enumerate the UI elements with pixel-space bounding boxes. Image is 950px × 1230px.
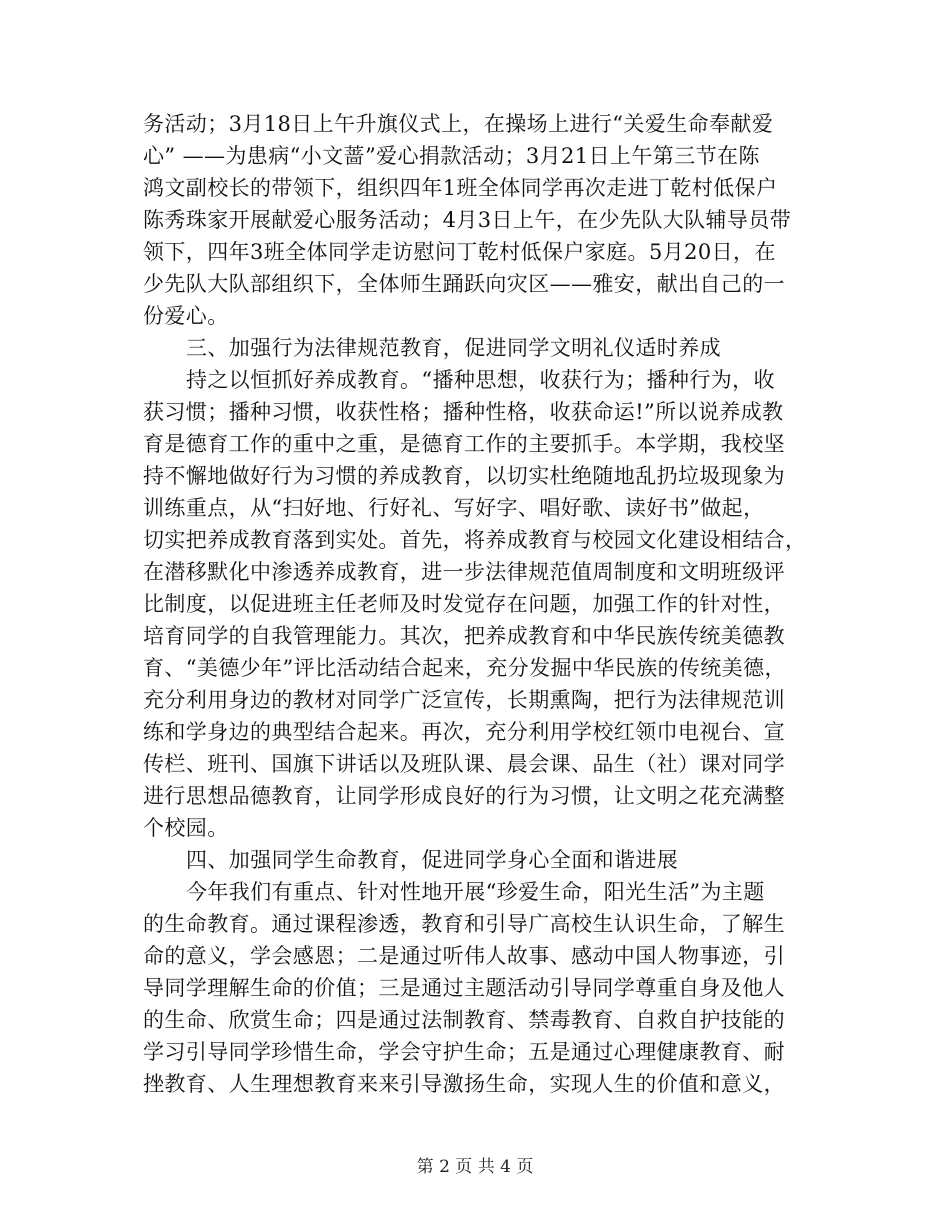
body-text-line: 学习引导同学珍惜生命，学会守护生命；五是通过心理健康教育、耐 xyxy=(143,1040,785,1064)
body-text-line: 育、“美德少年”评比活动结合起来，充分发掘中华民族的传统美德， xyxy=(143,656,786,680)
body-text-line: 领下，四年3班全体同学走访慰问丁乾村低保户家庭。5月20日，在 xyxy=(143,240,776,264)
page-number-footer: 第 2 页 共 4 页 xyxy=(416,1157,534,1177)
body-text-line: 充分利用身边的教材对同学广泛宣传，长期熏陶，把行为法律规范训 xyxy=(143,688,785,712)
section-heading: 三、加强行为法律规范教育，促进同学文明礼仪适时养成 xyxy=(186,336,721,360)
paragraph-first-line: 今年我们有重点、针对性地开展“珍爱生命，阳光生活”为主题 xyxy=(186,880,765,904)
body-text-line: 务活动；3月18日上午升旗仪式上，在操场上进行“关爱生命奉献爱 xyxy=(143,112,774,136)
body-text-line: 命的意义，学会感恩；二是通过听伟人故事、感动中国人物事迹，引 xyxy=(143,944,785,968)
body-text-line: 获习惯；播种习惯，收获性格；播种性格，收获命运!”所以说养成教 xyxy=(143,400,784,424)
body-text-line: 练和学身边的典型结合起来。再次，充分利用学校红领巾电视台、宣 xyxy=(143,720,785,744)
body-text-line: 导同学理解生命的价值；三是通过主题活动引导同学尊重自身及他人 xyxy=(143,976,785,1000)
body-text-line: 陈秀珠家开展献爱心服务活动；4月3日上午，在少先队大队辅导员带 xyxy=(143,208,792,232)
body-text-line: 份爱心。 xyxy=(143,304,229,328)
body-text-line: 个校园。 xyxy=(143,816,229,840)
body-text-line: 比制度，以促进班主任老师及时发觉存在问题，加强工作的针对性， xyxy=(143,592,785,616)
body-text-line: 少先队大队部组织下，全体师生踊跃向灾区——雅安，献出自己的一 xyxy=(143,272,785,296)
body-text-line: 在潜移默化中渗透养成教育，进一步法律规范值周制度和文明班级评 xyxy=(143,560,785,584)
section-heading: 四、加强同学生命教育，促进同学身心全面和谐进展 xyxy=(186,848,679,872)
paragraph-first-line: 持之以恒抓好养成教育。“播种思想，收获行为；播种行为，收 xyxy=(186,368,775,392)
body-text-line: 传栏、班刊、国旗下讲话以及班队课、晨会课、品生（社）课对同学 xyxy=(143,752,785,776)
body-text-line: 育是德育工作的重中之重，是德育工作的主要抓手。本学期，我校坚 xyxy=(143,432,785,456)
body-text-line: 切实把养成教育落到实处。首先，将养成教育与校园文化建设相结合， xyxy=(143,528,807,552)
body-text-line: 进行思想品德教育，让同学形成良好的行为习惯，让文明之花充满整 xyxy=(143,784,785,808)
body-text-line: 训练重点，从“扫好地、行好礼、写好字、唱好歌、读好书”做起， xyxy=(143,496,765,520)
body-text-line: 心” ——为患病“小文蔷”爱心捐款活动；3月21日上午第三节在陈 xyxy=(143,144,760,168)
body-text-line: 的生命、欣赏生命；四是通过法制教育、禁毒教育、自救自护技能的 xyxy=(143,1008,785,1032)
body-text-line: 的生命教育。通过课程渗透，教育和引导广高校生认识生命，了解生 xyxy=(143,912,785,936)
body-text-line: 持不懈地做好行为习惯的养成教育，以切实杜绝随地乱扔垃圾现象为 xyxy=(143,464,785,488)
body-text-line: 鸿文副校长的带领下，组织四年1班全体同学再次走进丁乾村低保户 xyxy=(143,176,778,200)
body-text-line: 培育同学的自我管理能力。其次，把养成教育和中华民族传统美德教 xyxy=(143,624,785,648)
body-text-line: 挫教育、人生理想教育来来引导激扬生命，实现人生的价值和意义， xyxy=(143,1072,785,1096)
